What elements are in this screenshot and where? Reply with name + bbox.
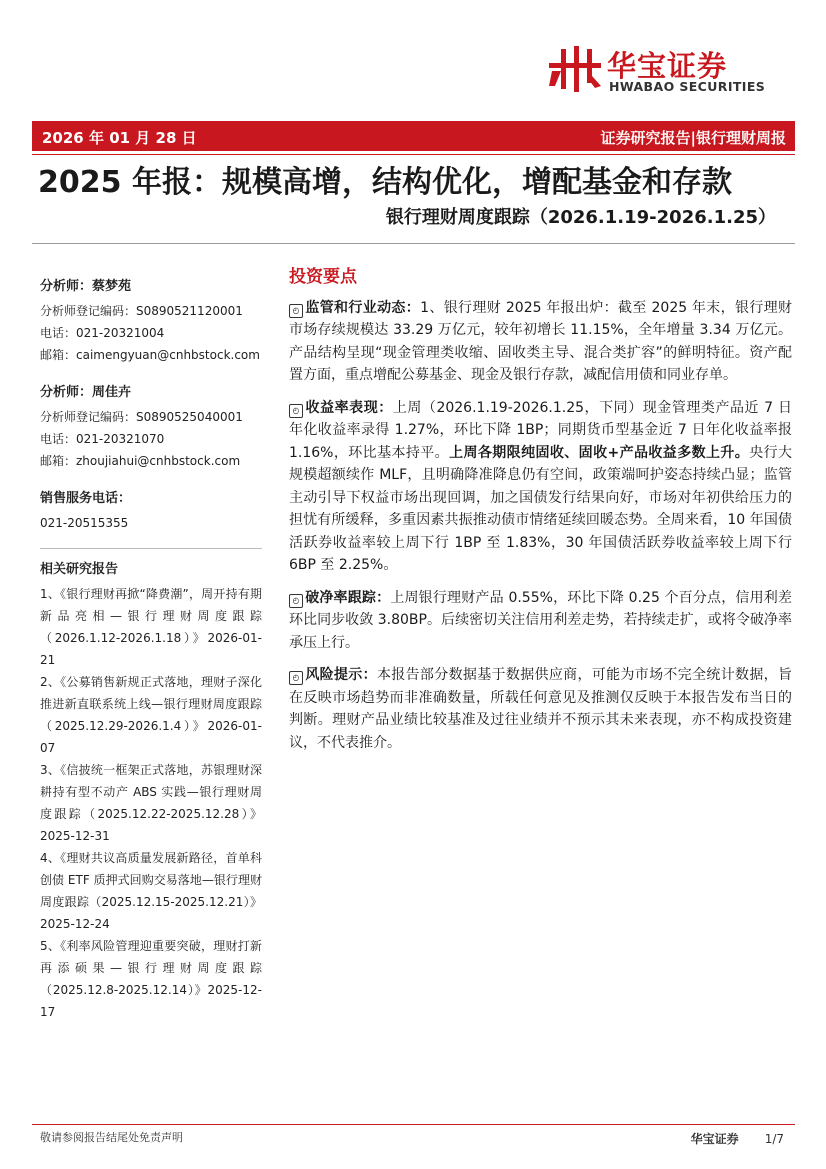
sidebar-divider — [40, 548, 262, 549]
related-reports-title: 相关研究报告 — [40, 562, 119, 577]
key-point-risk — [289, 664, 792, 754]
footer-info — [691, 1130, 784, 1147]
sales-contact — [40, 486, 262, 534]
analyst-email[interactable]: 邮箱：zhoujiahui@cnhbstock.com — [40, 454, 241, 468]
key-point-lead: 风险提示： — [305, 667, 377, 683]
sales-phone: 021-20515355 — [40, 516, 129, 530]
key-point-highlight: 上周各期限纯固收、固收+产品收益多数上升。 — [449, 444, 750, 461]
key-point-text: 1、银行理财 2025 年报出炉：截至 2025 年末，银行理财市场存续规模达 33.29 万亿元，较年初增长 11.15%，全年增量 3.34 万亿元。产品结构呈现“现金管理类收缩、固收类主导、混合类扩容”的鲜明特征。资产配置方面，重点增配公募基金、现金及银行存款，减配信用债和同业存单。 — [289, 299, 793, 383]
page-subtitle: 银行理财周度跟踪（2026.1.19-2026.1.25） — [385, 207, 776, 228]
footer-divider — [32, 1124, 795, 1125]
footer-disclaimer: 敬请参阅报告结尾处免责声明 — [40, 1131, 183, 1144]
sidebar — [40, 274, 262, 1023]
page-number: 1/7 — [764, 1132, 784, 1146]
analyst-card — [40, 380, 262, 472]
clock-icon: ◴ — [289, 671, 303, 685]
analyst-name: 分析师：蔡梦苑 — [40, 279, 132, 294]
related-report-item[interactable]: 2、《公募销售新规正式落地，理财子深化推进新直联系统上线—银行理财周度跟踪（2025.12.29-2026.1.4）》2026-01-07 — [40, 675, 262, 755]
analyst-phone: 电话：021-20321070 — [40, 432, 165, 446]
key-point-regulation — [289, 297, 792, 387]
key-point-text: 上周（2026.1.19-2026.1.25，下同）现金管理类产品近 7 日年化收益率录得 1.27%，环比下降 1BP；同期货币型基金近 7 日年化收益率报 1.16%，环比基本持平。 — [289, 399, 792, 461]
report-type: 证券研究报告|银行理财周报 — [600, 129, 786, 147]
page-title: 2025 年报：规模高增，结构优化，增配基金和存款 — [38, 165, 732, 200]
key-point-lead: 收益率表现： — [305, 399, 393, 416]
key-point-text: 央行大规模超额续作 MLF，且明确降准降息仍有空间，政策端呵护姿态持续凸显；监管主动引导下权益市场出现回调，加之国债发行结果向好，市场对年初供给压力的担忧有所缓释，多重因素共振推动债市情绪延续回暖态势。全周来看，10 年国债活跃券收益率较上周下行 1BP 至 1.83%，30 年国债活跃券收益率较上周下行 6BP 至 2.25%。 — [289, 444, 793, 573]
sales-label: 销售服务电话： — [40, 491, 132, 506]
brand-name-cn: 华宝证券 — [607, 49, 728, 83]
clock-icon: ◴ — [289, 304, 303, 318]
brand-name-en: HWABAO SECURITIES — [609, 79, 766, 94]
key-point-yield — [289, 397, 792, 577]
header-divider — [32, 154, 795, 155]
clock-icon: ◴ — [289, 404, 303, 418]
key-points — [289, 266, 792, 764]
related-report-item[interactable]: 4、《理财共议高质量发展新路径，首单科创债 ETF 质押式回购交易落地—银行理财周度跟踪（2025.12.15-2025.12.21）》2025-12-24 — [40, 851, 262, 931]
analyst-phone: 电话：021-20321004 — [40, 326, 165, 340]
title-divider — [32, 243, 795, 244]
key-point-break-net — [289, 587, 792, 655]
report-date: 2026 年 01 月 28 日 — [42, 129, 197, 147]
key-point-text: 上周银行理财产品 0.55%，环比下降 0.25 个百分点，信用利差环比同步收敛 3.80BP。后续密切关注信用利差走势，若持续走扩，或将令破净率承压上行。 — [289, 589, 792, 651]
key-point-text: 本报告部分数据基于数据供应商，可能为市场不完全统计数据，旨在反映市场趋势而非准确数量，所载任何意见及推测仅反映于本报告发布当日的判断。理财产品业绩比较基准及过往业绩并不预示其未来表现，亦不构成投资建议，不代表推介。 — [289, 667, 793, 751]
related-reports — [40, 557, 262, 1023]
key-point-lead: 破净率跟踪： — [305, 589, 391, 606]
related-report-item[interactable]: 1、《银行理财再掀“降费潮”，周开持有期新品亮相—银行理财周度跟踪（2026.1.12-2026.1.18）》2026-01-21 — [40, 587, 262, 667]
related-report-item[interactable]: 5、《利率风险管理迎重要突破，理财打新再添硕果—银行理财周度跟踪（2025.12.8-2025.12.14）》2025-12-17 — [40, 939, 262, 1019]
analyst-reg: 分析师登记编码：S0890521120001 — [40, 304, 243, 318]
analyst-name: 分析师：周佳卉 — [40, 385, 132, 400]
brand-logo-icon — [547, 46, 603, 92]
key-points-heading: 投资要点 — [289, 267, 357, 287]
analyst-email[interactable]: 邮箱：caimengyuan@cnhbstock.com — [40, 348, 260, 362]
key-point-lead: 监管和行业动态： — [305, 299, 421, 316]
footer-company: 华宝证券 — [690, 1132, 739, 1146]
analyst-card — [40, 274, 262, 366]
clock-icon: ◴ — [289, 594, 303, 608]
related-report-item[interactable]: 3、《信披统一框架正式落地，苏银理财深耕持有型不动产 ABS 实践—银行理财周度跟踪（2025.12.22-2025.12.28）》2025-12-31 — [40, 763, 262, 843]
analyst-reg: 分析师登记编码：S0890525040001 — [40, 410, 243, 424]
